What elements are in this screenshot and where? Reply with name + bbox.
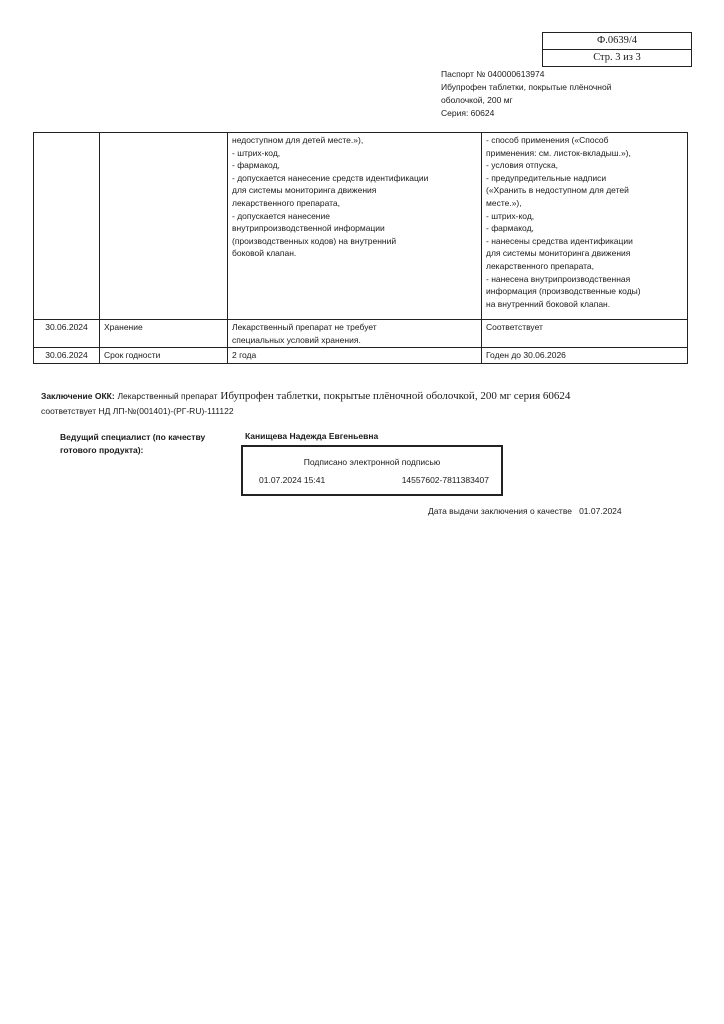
result-cell bbox=[482, 348, 688, 364]
requirement-line: - допускается нанесение средств идентификации bbox=[232, 172, 429, 183]
table-row bbox=[34, 348, 688, 364]
requirement-line: для системы мониторинга движения bbox=[232, 185, 377, 196]
form-code: Ф.0639/4 bbox=[596, 35, 638, 46]
result-line: - фармакод, bbox=[486, 223, 534, 234]
conclusion-prefix: Лекарственный препарат bbox=[117, 391, 218, 401]
requirement-cell bbox=[228, 320, 482, 348]
requirement-line: внутрипроизводственной информации bbox=[232, 223, 385, 234]
result-line: Соответствует bbox=[486, 322, 543, 332]
issue-date: 01.07.2024 bbox=[579, 506, 622, 516]
result-line: - штрих-код, bbox=[486, 210, 535, 221]
result-line: применения: см. листок-вкладыш.»), bbox=[486, 147, 631, 158]
test-results-table bbox=[33, 132, 688, 364]
requirement-line: лекарственного препарата, bbox=[232, 197, 340, 208]
requirement-line: 2 года bbox=[232, 350, 257, 361]
specialist-role-line2: готового продукта): bbox=[60, 445, 144, 455]
conclusion-product: Ибупрофен таблетки, покрытые плёночной оболочкой, 200 мг серия 60624 bbox=[220, 390, 571, 402]
signature-certificate: 14557602-7811383407 bbox=[401, 475, 489, 485]
issue-date-line bbox=[428, 506, 622, 516]
signature-title: Подписано электронной подписью bbox=[303, 457, 441, 467]
specialist-role-line1: Ведущий специалист (по качеству bbox=[60, 432, 206, 442]
result-line: - способ применения («Способ bbox=[486, 135, 609, 145]
page-number: Стр. 3 из 3 bbox=[543, 49, 691, 66]
param-cell: Хранение bbox=[100, 320, 228, 348]
qc-conclusion bbox=[41, 389, 681, 418]
requirement-line: боковой клапан. bbox=[232, 248, 297, 259]
result-cell bbox=[482, 320, 688, 348]
result-line: - нанесена внутрипроизводственная bbox=[486, 273, 631, 284]
result-line: Годен до 30.06.2026 bbox=[486, 350, 566, 361]
result-line: месте.»), bbox=[486, 197, 522, 208]
passport-header bbox=[441, 68, 611, 120]
result-line: информация (производственные коды) bbox=[486, 286, 641, 297]
requirement-line: недоступном для детей месте.»), bbox=[232, 135, 364, 145]
conclusion-label: Заключение ОКК: bbox=[41, 391, 115, 401]
result-line: - предупредительные надписи bbox=[486, 172, 607, 183]
requirement-cell bbox=[228, 133, 482, 320]
requirement-line: - фармакод, bbox=[232, 160, 280, 171]
series: Серия: 60624 bbox=[441, 108, 495, 118]
result-line: для системы мониторинга движения bbox=[486, 248, 631, 259]
date-cell: 30.06.2024 bbox=[34, 348, 100, 364]
param-cell bbox=[100, 133, 228, 320]
requirement-cell bbox=[228, 348, 482, 364]
result-line: лекарственного препарата, bbox=[486, 260, 594, 271]
conclusion-nd: соответствует НД ЛП-№(001401)-(РГ-RU)-111122 bbox=[41, 406, 234, 416]
result-line: («Хранить в недоступном для детей bbox=[486, 185, 629, 196]
form-code-box bbox=[542, 32, 692, 67]
date-cell: 30.06.2024 bbox=[34, 320, 100, 348]
requirement-line: специальных условий хранения. bbox=[232, 334, 361, 345]
date-cell bbox=[34, 133, 100, 320]
result-cell bbox=[482, 133, 688, 320]
param-cell: Срок годности bbox=[100, 348, 228, 364]
table-row bbox=[34, 133, 688, 320]
specialist-name: Канищева Надежда Евгеньевна bbox=[245, 431, 379, 441]
passport-number: Паспорт № 040000613974 bbox=[441, 69, 545, 79]
issue-label: Дата выдачи заключения о качестве bbox=[428, 506, 572, 516]
requirement-line: - штрих-код, bbox=[232, 147, 281, 158]
specialist-role bbox=[60, 431, 205, 457]
signature-datetime: 01.07.2024 15:41 bbox=[259, 475, 326, 485]
result-line: на внутренний боковой клапан. bbox=[486, 298, 611, 309]
result-line: - условия отпуска, bbox=[486, 160, 559, 171]
requirement-line: - допускается нанесение bbox=[232, 210, 330, 221]
electronic-signature-stamp bbox=[241, 445, 503, 496]
requirement-line: (производственных кодов) на внутренний bbox=[232, 235, 397, 246]
requirement-line: Лекарственный препарат не требует bbox=[232, 322, 377, 332]
table-row bbox=[34, 320, 688, 348]
result-line: - нанесены средства идентификации bbox=[486, 235, 633, 246]
product-name-line1: Ибупрофен таблетки, покрытые плёночной bbox=[441, 82, 612, 92]
product-name-line2: оболочкой, 200 мг bbox=[441, 95, 513, 105]
